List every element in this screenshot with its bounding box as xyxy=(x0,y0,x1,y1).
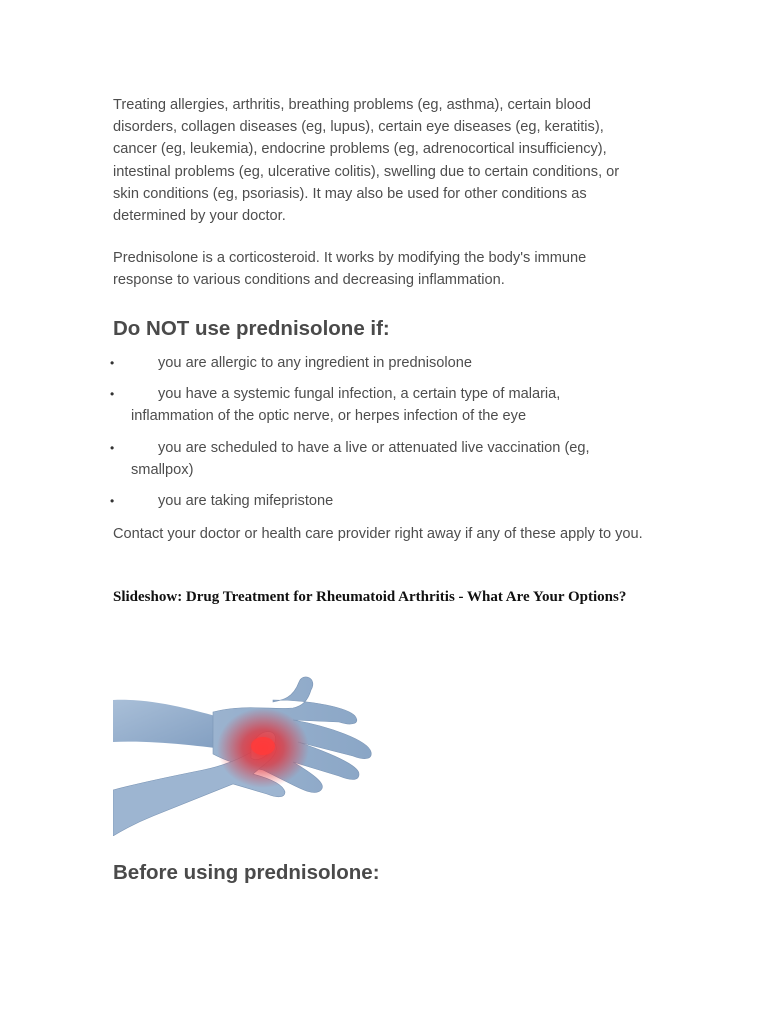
list-item xyxy=(110,437,643,481)
bullet-icon: • xyxy=(110,494,115,509)
list-item xyxy=(110,383,643,427)
list-item-text: you are taking mifepristone xyxy=(158,493,334,510)
hand-pain-image xyxy=(113,670,378,836)
bullet-icon: • xyxy=(110,387,115,402)
mechanism-paragraph: Prednisolone is a corticosteroid. It works by modifying the body's immune response to various conditions and decreasing inflammation. xyxy=(113,250,587,289)
list-item-text: you are allergic to any ingredient in prednisolone xyxy=(158,355,472,371)
before-using-heading: Before using prednisolone: xyxy=(113,861,380,884)
list-item-text: you are scheduled to have a live or attenuated live vaccination (eg, smallpox) xyxy=(131,439,590,478)
uses-paragraph: Treating allergies, arthritis, breathing problems (eg, asthma), certain blood disorders, collagen diseases (eg, lupus), certain eye diseases (eg, keratitis), cancer (eg, leukemia), endocrine problems (eg, adrenocortical insufficiency), intestinal problems (eg, ulcerative colitis), swelling due to certain conditions, or skin conditions (eg, psoriasis). It may also be used for other conditions as determined by your doctor. xyxy=(113,97,620,225)
bullet-icon: • xyxy=(110,440,115,455)
contraindications-list xyxy=(110,352,643,521)
do-not-use-heading: Do NOT use prednisolone if: xyxy=(113,317,390,340)
slideshow-link[interactable]: Slideshow: Drug Treatment for Rheumatoid Arthritis - What Are Your Options? xyxy=(113,589,627,605)
contact-paragraph: Contact your doctor or health care provider right away if any of these apply to you. xyxy=(113,526,643,542)
bullet-icon: • xyxy=(110,356,115,370)
list-item xyxy=(110,352,643,374)
article-content xyxy=(110,94,643,605)
list-item-text: you have a systemic fungal infection, a certain type of malaria, inflammation of the optic nerve, or herpes infection of the eye xyxy=(131,386,561,425)
list-item xyxy=(110,490,643,512)
